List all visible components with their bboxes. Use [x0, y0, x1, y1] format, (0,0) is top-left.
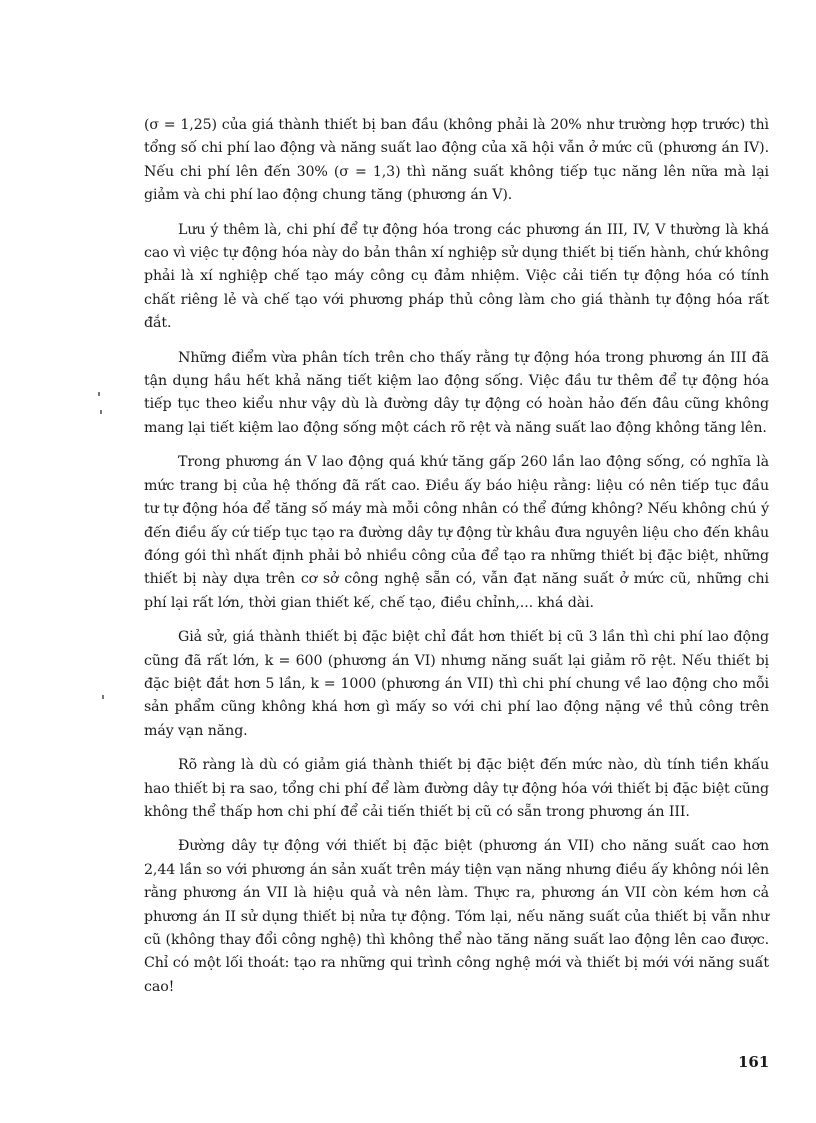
paragraph-6: Rõ ràng là dù có giảm giá thành thiết bị đặc biệt đến mức nào, dù tính tiền khấu hao thiết bị ra sao, tổng chi phí để làm đường dây tự động hóa với thiết bị đặc biệt cũng không thể thấp hơn chi phí để cải tiến thiết bị cũ có sẵn trong phương án III. [144, 757, 769, 820]
paragraph-7: Đường dây tự động với thiết bị đặc biệt (phương án VII) cho năng suất cao hơn 2,44 lần so với phương án sản xuất trên máy tiện vạn năng nhưng điều ấy không nói lên rằng phương án VII là hiệu quả và nên làm. Thực ra, phương án VII còn kém hơn cả phương án II sử dụng thiết bị nửa tự động. Tóm lại, nếu năng suất của thiết bị vẫn như cũ (không thay đổi công nghệ) thì không thể nào tăng năng suất lao động lên cao được. Chỉ có một lối thoát: tạo ra những qui trình công nghệ mới và thiết bị mới với năng suất cao! [144, 838, 769, 995]
paragraph-4: Trong phương án V lao động quá khứ tăng gấp 260 lần lao động sống, có nghĩa là mức trang bị của hệ thống đã rất cao. Điều ấy báo hiệu rằng: liệu có nên tiếp tục đầu tư tự động hóa để tăng số máy mà mỗi công nhân có thể đứng không? Nếu không chú ý đến điều ấy cứ tiếp tục tạo ra đường dây tự động từ khâu đưa nguyên liệu cho đến khâu đóng gói thì nhất định phải bỏ nhiều công của để tạo ra những thiết bị đặc biệt, những thiết bị này dựa trên cơ sở công nghệ sẵn có, vẫn đạt năng suất ở mức cũ, những chi phí lại rất lớn, thời gian thiết kế, chế tạo, điều chỉnh,... khá dài. [144, 454, 769, 611]
scan-speck [102, 695, 104, 699]
paragraph-1: (σ = 1,25) của giá thành thiết bị ban đầu (không phải là 20% như trường hợp trước) thì tổng số chi phí lao động và năng suất lao động của xã hội vẫn ở mức cũ (phương án IV). Nếu chi phí lên đến 30% (σ = 1,3) thì năng suất không tiếp tục năng lên nữa mà lại giảm và chi phí lao động chung tăng (phương án V). [144, 117, 769, 204]
paragraph-3: Những điểm vừa phân tích trên cho thấy rằng tự động hóa trong phương án III đã tận dụng hầu hết khả năng tiết kiệm lao động sống. Việc đầu tư thêm để tự động hóa tiếp tục theo kiểu như vậy dù là đường dây tự động có hoàn hảo đến đâu cũng không mang lại tiết kiệm lao động sống một cách rõ rệt và năng suất lao động không tăng lên. [144, 349, 769, 436]
paragraph-5: Giả sử, giá thành thiết bị đặc biệt chỉ đắt hơn thiết bị cũ 3 lần thì chi phí lao động cũng đã rất lớn, k = 600 (phương án VI) nhưng năng suất lại giảm rõ rệt. Nếu thiết bị đặc biệt đắt hơn 5 lần, k = 1000 (phương án VII) thì chi phí chung về lao động cho mỗi sản phẩm cũng không khá hơn gì mấy so với chi phí lao động nặng về thủ công trên máy vạn năng. [144, 629, 769, 739]
page-number: 161 [738, 1053, 770, 1071]
scan-speck [98, 392, 100, 396]
paragraph-2: Lưu ý thêm là, chi phí để tự động hóa trong các phương án III, IV, V thường là khá cao vì việc tự động hóa này do bản thân xí nghiệp sử dụng thiết bị tiến hành, chứ không phải là xí nghiệp chế tạo máy công cụ đảm nhiệm. Việc cải tiến tự động hóa có tính chất riêng lẻ và chế tạo với phương pháp thủ công làm cho giá thành tự động hóa rất đắt. [144, 221, 769, 332]
page-body [144, 114, 769, 1010]
scan-speck [100, 410, 102, 414]
